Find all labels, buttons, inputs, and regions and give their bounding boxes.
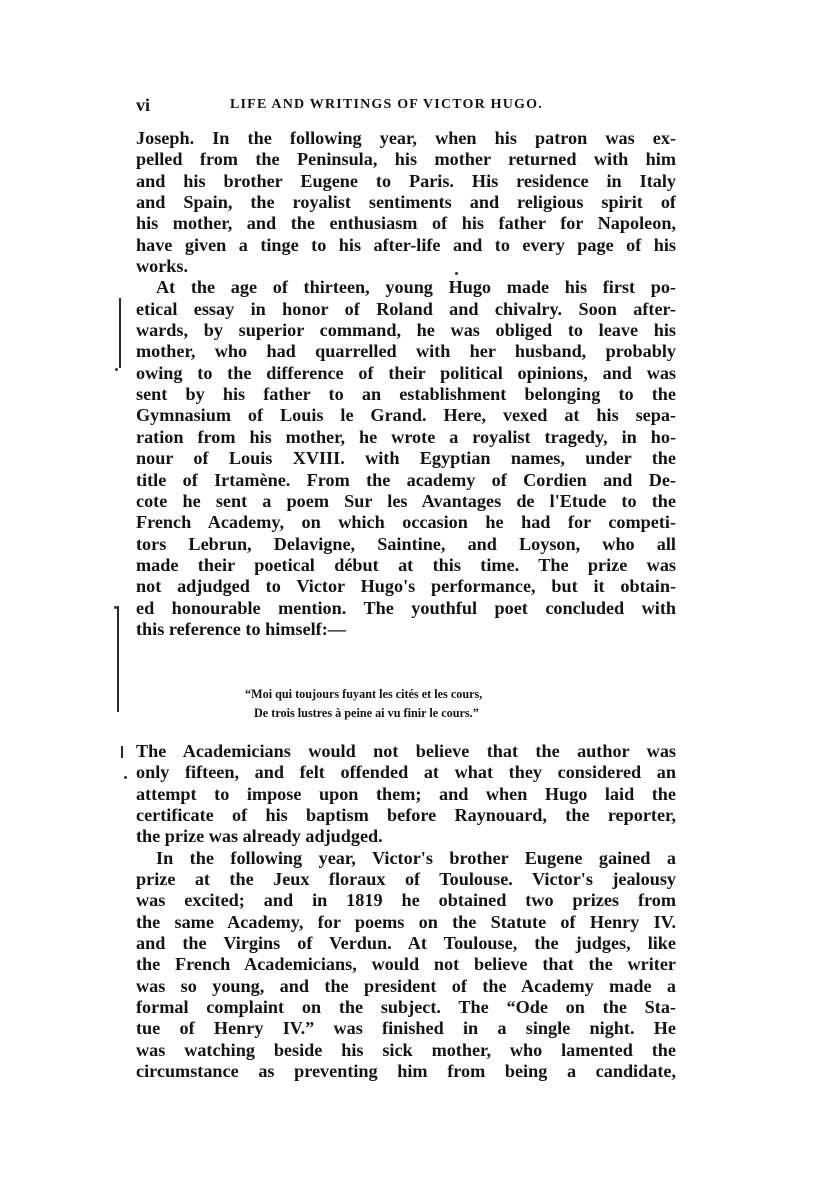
margin-mark xyxy=(117,606,119,712)
text-line: nour of Louis XVIII. with Egyptian names, under the xyxy=(136,448,676,469)
text-line: and the Virgins of Verdun. At Toulouse, the judges, like xyxy=(136,933,676,954)
text-line: prize at the Jeux floraux of Toulouse. Victor's jealousy xyxy=(136,869,676,890)
text-line: pelled from the Peninsula, his mother returned with him xyxy=(136,149,676,170)
verse-quotation xyxy=(245,685,605,723)
text-line: made their poetical début at this time. The prize was xyxy=(136,554,676,575)
running-header xyxy=(136,95,676,119)
text-line: and his brother Eugene to Paris. His residence in Italy xyxy=(136,170,676,191)
text-line: sent by his father to an establishment belonging to the xyxy=(136,384,676,405)
text-line: etical essay in honor of Roland and chivalry. Soon after- xyxy=(136,298,676,319)
text-line: works. xyxy=(136,256,189,277)
scan-speck xyxy=(114,606,117,609)
text-line: formal complaint on the subject. The “Ode on the Sta- xyxy=(136,997,676,1018)
text-line: circumstance as preventing him from being a candidate, xyxy=(136,1061,676,1082)
text-line: the prize was already adjudged. xyxy=(136,826,383,847)
text-line: attempt to impose upon them; and when Hugo laid the xyxy=(136,783,676,804)
text-block-top xyxy=(136,128,676,640)
text-line: wards, by superior command, he was obliged to leave his xyxy=(136,320,676,341)
paragraph xyxy=(136,277,676,640)
scan-speck xyxy=(455,272,458,275)
text-line: ed honourable mention. The youthful poet concluded with xyxy=(136,597,676,618)
text-line: was excited; and in 1819 he obtained two prizes from xyxy=(136,890,676,911)
text-line: cote he sent a poem Sur les Avantages de l'Etude to the xyxy=(136,490,676,511)
margin-mark xyxy=(121,746,123,758)
text-line: have given a tinge to his after-life and to every page of his xyxy=(136,234,676,255)
scan-speck xyxy=(124,776,127,779)
text-line: tors Lebrun, Delavigne, Saintine, and Loyson, who all xyxy=(136,533,676,554)
text-line: was so young, and the president of the Academy made a xyxy=(136,975,676,996)
text-line: title of Irtamène. From the academy of Cordien and De- xyxy=(136,469,676,490)
running-title: LIFE AND WRITINGS OF VICTOR HUGO. xyxy=(230,97,543,112)
verse-line: De trois lustres à peine ai vu finir le cours.” xyxy=(254,706,479,720)
text-line: this reference to himself:— xyxy=(136,618,346,639)
text-line: certificate of his baptism before Raynouard, the reporter, xyxy=(136,805,676,826)
margin-mark xyxy=(119,298,121,368)
paragraph xyxy=(136,848,676,1083)
text-line: At the age of thirteen, young Hugo made his first po- xyxy=(156,277,676,298)
paragraph xyxy=(136,741,676,848)
text-line: not adjudged to Victor Hugo's performance, but it obtain- xyxy=(136,576,676,597)
scan-speck xyxy=(115,368,118,371)
text-line: was watching beside his sick mother, who lamented the xyxy=(136,1039,676,1060)
text-line: tue of Henry IV.” was finished in a single night. He xyxy=(136,1018,676,1039)
text-line: ration from his mother, he wrote a royalist tragedy, in ho- xyxy=(136,426,676,447)
text-line: Joseph. In the following year, when his patron was ex- xyxy=(136,128,676,148)
text-line: French Academy, on which occasion he had for competi- xyxy=(136,512,676,533)
text-line: mother, who had quarrelled with her husband, probably xyxy=(136,341,676,362)
text-line: and Spain, the royalist sentiments and religious spirit of xyxy=(136,192,676,213)
text-line: The Academicians would not believe that the author was xyxy=(136,741,676,761)
text-line: owing to the difference of their political opinions, and was xyxy=(136,362,676,383)
verse-line: “Moi qui toujours fuyant les cités et les cours, xyxy=(245,687,483,701)
text-line: only fifteen, and felt offended at what they considered an xyxy=(136,762,676,783)
text-line: the same Academy, for poems on the Statute of Henry IV. xyxy=(136,911,676,932)
text-line: his mother, and the enthusiasm of his father for Napoleon, xyxy=(136,213,676,234)
text-block-bottom xyxy=(136,741,676,1083)
text-line: In the following year, Victor's brother Eugene gained a xyxy=(156,847,676,868)
text-line: the French Academicians, would not believe that the writer xyxy=(136,954,676,975)
paragraph xyxy=(136,128,676,277)
text-line: Gymnasium of Louis le Grand. Here, vexed at his sepa- xyxy=(136,405,676,426)
page-number: vi xyxy=(136,95,151,115)
